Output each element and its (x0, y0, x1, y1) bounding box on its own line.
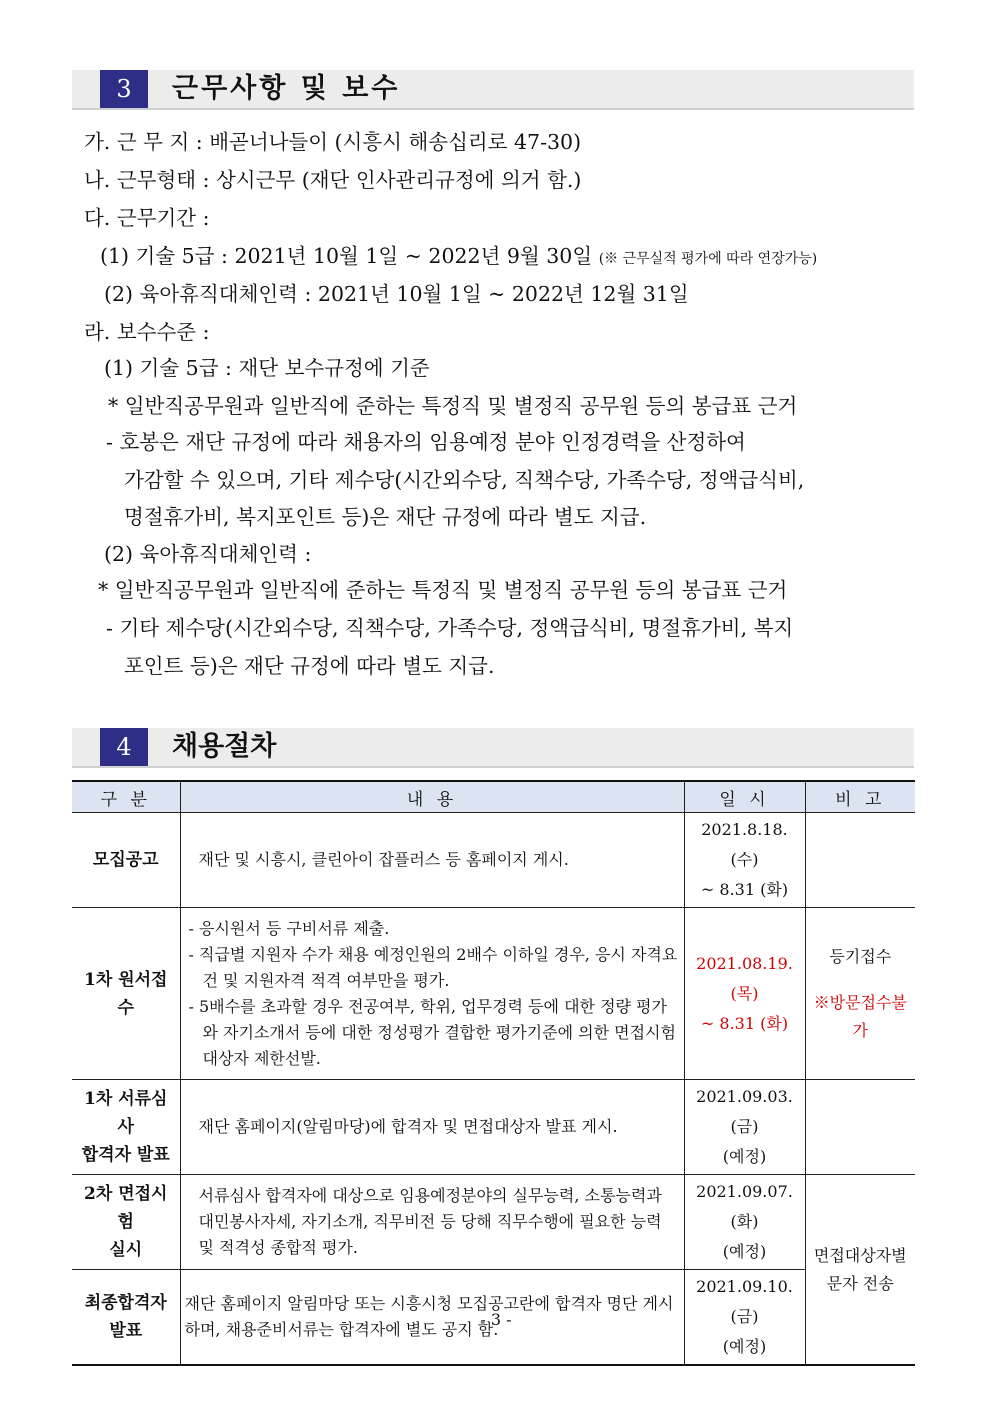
row-content: 재단 및 시흥시, 클린아이 잡플러스 등 홈페이지 게시. (180, 813, 684, 908)
header-note: 비 고 (805, 781, 915, 813)
work-period-grade5 (100, 242, 817, 273)
content-item: - 응시원서 등 구비서류 제출. (188, 918, 390, 938)
note-line-1: 면접대상자별 (813, 1245, 907, 1265)
row-date (684, 813, 805, 908)
row-content (180, 908, 684, 1080)
category-line-2: 발표 (109, 1321, 143, 1341)
note-line-2: 문자 전송 (826, 1273, 894, 1293)
row-content: 재단 홈페이지 알림마당 또는 시흥시청 모집공고란에 합격자 명단 게시하며, 채용준비서류는 합격자에 별도 공지 함. (180, 1270, 684, 1366)
content-item: - 5배수를 초과할 경우 전공여부, 학위, 업무경력 등에 대한 정량 평가와 자기소개서 등에 대한 정성평가 결합한 평가기준에 의한 면접시험 대상자 제한선발. (188, 996, 676, 1068)
content-item: - 직급별 지원자 수가 채용 예정인원의 2배수 이하일 경우, 응시 자격요건 및 지원자격 적격 여부만을 평가. (188, 944, 678, 990)
recruitment-procedure-table (72, 780, 915, 1366)
date-line-1: 2021.8.18.(수) (701, 820, 788, 869)
header-content: 내 용 (180, 781, 684, 813)
note-no-visit: ※방문접수불가 (813, 992, 907, 1040)
date-line-2: (예정) (722, 1147, 767, 1166)
table-row (72, 813, 915, 908)
date-line-2: (예정) (722, 1337, 767, 1356)
work-location: 가. 근 무 지 : 배곧너나들이 (시흥시 해송십리로 47-30) (84, 130, 582, 154)
pay-detail-1: - 호봉은 재단 규정에 따라 채용자의 임용예정 분야 인정경력을 산정하여 (106, 430, 746, 454)
row-note (805, 1080, 915, 1175)
row-content: 서류심사 합격자에 대상으로 임용예정분야의 실무능력, 소통능력과 대민봉사자세, 자기소개, 직무비전 등 당해 직무수행에 필요한 능력 및 적격성 종합적 평가. (180, 1175, 684, 1270)
section-3-header (72, 70, 914, 110)
header-date: 일 시 (684, 781, 805, 813)
date-line-1: 2021.08.19.(목) (696, 953, 793, 1003)
section-number: 4 (100, 728, 148, 766)
pay-basis-note: * 일반직공무원과 일반직에 준하는 특정직 및 별정직 공무원 등의 봉급표 근거 (108, 394, 798, 418)
row-category: 모집공고 (72, 813, 180, 908)
pay-substitute-label: (2) 육아휴직대체인력 : (104, 542, 312, 566)
table-header-row (72, 781, 915, 813)
row-date (684, 1080, 805, 1175)
date-line-2: (예정) (722, 1242, 767, 1261)
pay-grade5: (1) 기술 5급 : 재단 보수규정에 기준 (104, 356, 430, 380)
category-line-1: 최종합격자 (84, 1293, 167, 1313)
category-line-1: 1차 서류심사 (84, 1089, 168, 1137)
work-period-grade5-text: (1) 기술 5급 : 2021년 10월 1일 ~ 2022년 9월 30일 (100, 244, 593, 268)
section-title: 채용절차 (172, 731, 277, 762)
pay-level-label: 라. 보수수준 : (84, 320, 210, 344)
page-number: - 3 - (480, 1310, 512, 1329)
category-line-1: 2차 면접시험 (84, 1184, 168, 1232)
pay-substitute-detail-2: 포인트 등)은 재단 규정에 따라 별도 지급. (124, 654, 495, 678)
row-note (805, 813, 915, 908)
row-note (805, 908, 915, 1080)
pay-substitute-detail-1: - 기타 제수당(시간외수당, 직책수당, 가족수당, 정액급식비, 명절휴가비, 복지 (106, 616, 794, 640)
row-note-merged (805, 1175, 915, 1366)
table-row (72, 1175, 915, 1270)
category-line-2: 합격자 발표 (81, 1145, 170, 1165)
row-date (684, 1175, 805, 1270)
extension-note: (※ 근무실적 평가에 따라 연장가능) (598, 251, 818, 267)
date-line-2: ~ 8.31 (화) (700, 880, 789, 899)
category-line-2: 실시 (109, 1240, 143, 1260)
section-title: 근무사항 및 보수 (172, 73, 401, 104)
section-4-header (72, 728, 914, 768)
work-period-substitute: (2) 육아휴직대체인력 : 2021년 10월 1일 ~ 2022년 12월 31일 (104, 282, 689, 306)
date-line-1: 2021.09.10.(금) (696, 1277, 793, 1326)
pay-basis-note-2: * 일반직공무원과 일반직에 준하는 특정직 및 별정직 공무원 등의 봉급표 근거 (98, 578, 788, 602)
row-content: 재단 홈페이지(알림마당)에 합격자 및 면접대상자 발표 게시. (180, 1080, 684, 1175)
row-category (72, 1080, 180, 1175)
row-date (684, 908, 805, 1080)
date-line-1: 2021.09.07.(화) (696, 1182, 793, 1231)
header-category: 구 분 (72, 781, 180, 813)
work-period-label: 다. 근무기간 : (84, 206, 210, 230)
work-type: 나. 근무형태 : 상시근무 (재단 인사관리규정에 의거 함.) (84, 168, 582, 192)
pay-detail-2: 가감할 수 있으며, 기타 제수당(시간외수당, 직책수당, 가족수당, 정액급식비, (124, 468, 805, 492)
row-category: 1차 원서접수 (72, 908, 180, 1080)
section-number: 3 (100, 70, 148, 108)
note-registered-mail: 등기접수 (829, 946, 892, 966)
table-row (72, 1080, 915, 1175)
date-line-2: ~ 8.31 (화) (700, 1013, 789, 1033)
date-line-1: 2021.09.03.(금) (696, 1087, 793, 1136)
table-row (72, 908, 915, 1080)
pay-detail-3: 명절휴가비, 복지포인트 등)은 재단 규정에 따라 별도 지급. (124, 505, 647, 529)
row-category (72, 1175, 180, 1270)
